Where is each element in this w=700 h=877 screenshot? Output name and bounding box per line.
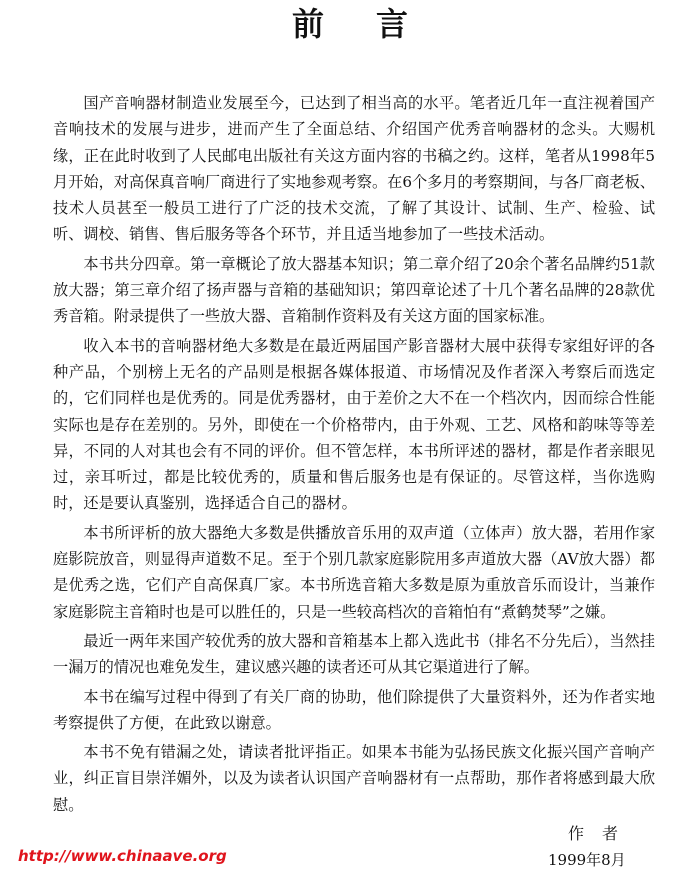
paragraph-3: 收入本书的音响器材绝大多数是在最近两届国产影音器材大展中获得专家组好评的各种产品，个别榜上无名的产品则是根据各媒体报道、市场情况及作者深入考察后而选定的，它们同样也是优秀的。同是优秀器材，由于差价之大不在一个档次内，因而综合性能实际也是存在差别的。另外，即使在一个价格带内，由于外观、工艺、风格和韵味等等差异，不同的人对其也会有不同的评价。但不管怎样，本书所评述的器材，都是作者亲眼见过，亲耳听过，都是比较优秀的，质量和售后服务也是有保证的。尽管这样，当你选购时，还是要认真鉴别，选择适合自己的器材。 — [53, 336, 655, 513]
paragraph-6: 本书在编写过程中得到了有关厂商的协助，他们除提供了大量资料外，还为作者实地考察提供了方便，在此致以谢意。 — [53, 687, 655, 732]
watermark-url[interactable]: http://www.chinaave.org — [18, 847, 227, 865]
preface-body — [53, 90, 655, 821]
paragraph-5: 最近一两年来国产较优秀的放大器和音箱基本上都入选此书（排名不分先后），当然挂一漏万的情况也难免发生，建议感兴趣的读者还可从其它渠道进行了解。 — [53, 631, 655, 677]
signature-date: 1999年8月 — [548, 851, 626, 869]
signature-author: 作者 — [568, 824, 637, 843]
paragraph-1: 国产音响器材制造业发展至今，已达到了相当高的水平。笔者近几年一直注视着国产音响技术的发展与进步，进而产生了全面总结、介绍国产优秀音响器材的念头。大赐机缘，正在此时收到了人民邮电出版社有关这方面内容的书稿之约。这样，笔者从1998年5月开始，对高保真音响厂商进行了实地参观考察。在6个多月的考察期间，与各厂商老板、技术人员甚至一般员工进行了广泛的技术交流，了解了其设计、试制、生产、检验、试听、调校、销售、售后服务等各个环节，并且适当地参加了一些技术活动。 — [53, 94, 655, 244]
paragraph-2: 本书共分四章。第一章概论了放大器基本知识；第二章介绍了20余个著名品牌约51款放大器；第三章介绍了扬声器与音箱的基础知识；第四章论述了十几个著名品牌的28款优秀音箱。附录提供了一些放大器、音箱制作资料及有关这方面的国家标准。 — [53, 254, 655, 326]
page-title: 前言 — [291, 5, 460, 43]
paragraph-7: 本书不免有错漏之处，请读者批评指正。如果本书能为弘扬民族文化振兴国产音响产业，纠正盲目崇洋媚外，以及为读者认识国产音响器材有一点帮助，那作者将感到最大欣慰。 — [53, 743, 655, 814]
paragraph-4: 本书所评析的放大器绝大多数是供播放音乐用的双声道（立体声）放大器，若用作家庭影院放音，则显得声道数不足。至于个别几款家庭影院用多声道放大器（AV放大器）都是优秀之选，它们产自高保真厂家。本书所选音箱大多数是原为重放音乐而设计，当兼作家庭影院主音箱时也是可以胜任的，只是一些较高档次的音箱怕有“煮鹤焚琴”之嫌。 — [53, 523, 655, 621]
